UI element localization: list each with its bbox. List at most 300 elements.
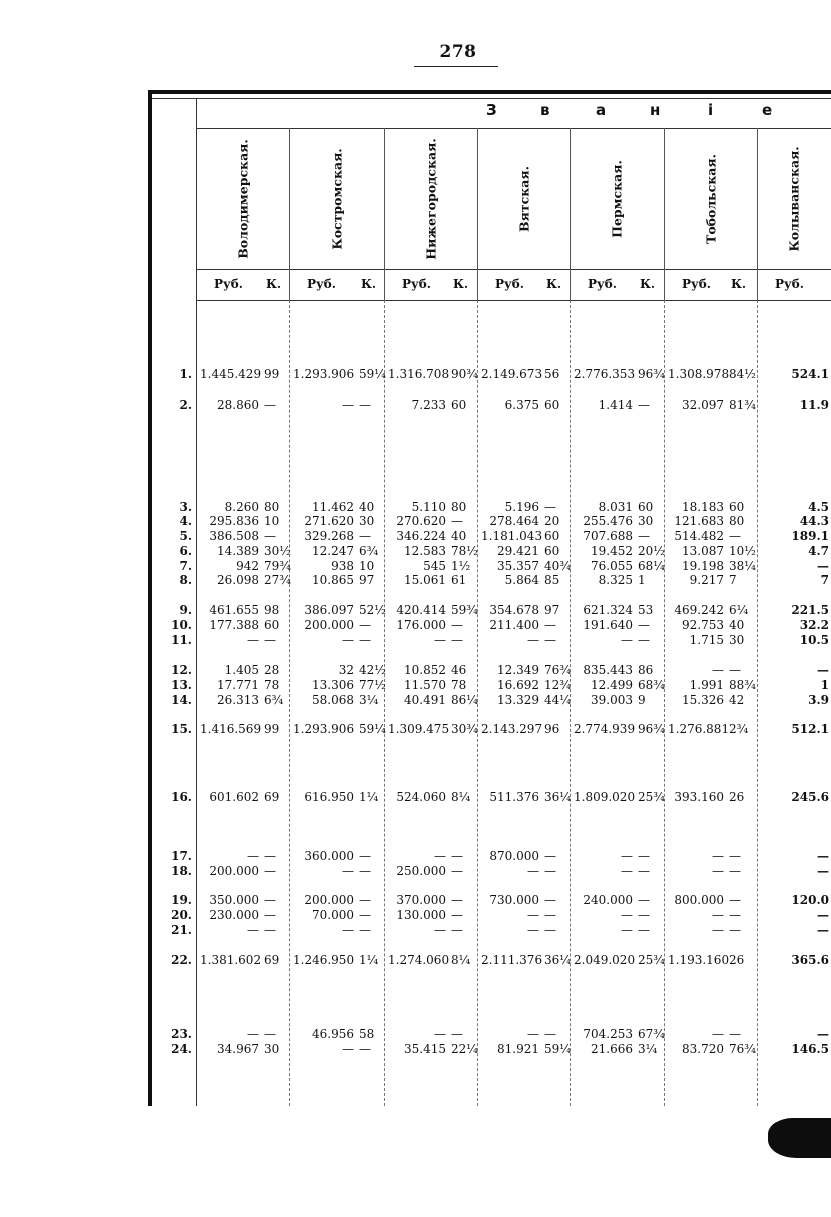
- cell-kopecks: 30: [638, 514, 654, 528]
- cell-kopecks: 84½: [729, 367, 756, 381]
- cell-rubles: —: [342, 864, 354, 878]
- cell-kopecks: —: [359, 618, 371, 632]
- cell-rubles: —: [527, 633, 539, 647]
- cell-kopecks: 77½: [359, 678, 386, 692]
- column-divider: [570, 128, 571, 300]
- row-number: 14.: [171, 693, 192, 707]
- cell-rubles: —: [817, 864, 829, 878]
- row-number: 11.: [171, 633, 192, 647]
- cell-rubles: 870.000: [489, 849, 539, 863]
- cell-kopecks: —: [544, 864, 556, 878]
- cell-kopecks: 69: [264, 790, 280, 804]
- cell-kopecks: 1: [638, 573, 646, 587]
- cell-rubles: 271.620: [304, 514, 354, 528]
- cell-rubles: —: [342, 923, 354, 937]
- unit-rub: Руб.: [588, 277, 617, 291]
- cell-kopecks: 8¼: [451, 790, 471, 804]
- cell-kopecks: 76¾: [729, 1042, 756, 1056]
- row-number: 2.: [179, 398, 192, 412]
- cell-kopecks: —: [264, 1027, 276, 1041]
- cell-rubles: 1: [820, 678, 829, 692]
- cell-rubles: 11.570: [404, 678, 446, 692]
- ink-blot: [768, 1118, 831, 1158]
- cell-kopecks: 26: [729, 790, 745, 804]
- cell-kopecks: 96: [544, 722, 560, 736]
- cell-kopecks: —: [544, 633, 556, 647]
- cell-kopecks: 59¾: [451, 603, 478, 617]
- units-rule: [196, 300, 831, 301]
- cell-rubles: 11.9: [799, 398, 829, 412]
- cell-kopecks: —: [544, 908, 556, 922]
- unit-rub: Руб.: [402, 277, 431, 291]
- row-number: 17.: [171, 849, 192, 863]
- unit-kop: К.: [731, 277, 747, 291]
- cell-kopecks: —: [729, 1027, 741, 1041]
- cell-rubles: 12.499: [591, 678, 633, 692]
- cell-rubles: —: [817, 908, 829, 922]
- cell-kopecks: —: [359, 923, 371, 937]
- cell-kopecks: —: [729, 849, 741, 863]
- cell-rubles: 221.5: [791, 603, 829, 617]
- cell-rubles: 13.329: [497, 693, 539, 707]
- unit-kop: К.: [546, 277, 562, 291]
- cell-kopecks: 42½: [359, 663, 386, 677]
- cell-rubles: 1.181.043: [481, 529, 543, 543]
- cell-kopecks: —: [638, 618, 650, 632]
- cell-rubles: 18.183: [682, 500, 724, 514]
- cell-rubles: 295.836: [209, 514, 259, 528]
- cell-kopecks: 80: [451, 500, 467, 514]
- cell-rubles: 34.967: [217, 1042, 259, 1056]
- cell-kopecks: 40¾: [544, 559, 571, 573]
- table-outer-border-left: [148, 90, 152, 1106]
- cell-kopecks: —: [729, 908, 741, 922]
- cell-kopecks: —: [638, 398, 650, 412]
- cell-rubles: 200.000: [209, 864, 259, 878]
- cell-rubles: 17.771: [217, 678, 259, 692]
- cell-rubles: 524.1: [791, 367, 829, 381]
- cell-kopecks: 60: [544, 398, 560, 412]
- cell-rubles: 177.388: [209, 618, 259, 632]
- cell-rubles: 32.2: [799, 618, 829, 632]
- cell-rubles: —: [434, 849, 446, 863]
- cell-kopecks: —: [729, 923, 741, 937]
- cell-rubles: 1.416.569: [200, 722, 262, 736]
- cell-kopecks: 3¼: [638, 1042, 658, 1056]
- cell-rubles: 2.111.376: [481, 953, 543, 967]
- cell-rubles: 270.620: [396, 514, 446, 528]
- column-divider: [664, 128, 665, 300]
- cell-kopecks: 30½: [264, 544, 291, 558]
- cell-rubles: 512.1: [791, 722, 829, 736]
- cell-rubles: —: [712, 908, 724, 922]
- cell-rubles: 545: [423, 559, 446, 573]
- unit-kop: К.: [453, 277, 469, 291]
- cell-rubles: 81.921: [497, 1042, 539, 1056]
- cell-kopecks: —: [729, 529, 741, 543]
- cell-rubles: 360.000: [304, 849, 354, 863]
- cell-kopecks: 7: [729, 573, 737, 587]
- unit-kop: К.: [640, 277, 656, 291]
- cell-kopecks: —: [638, 893, 650, 907]
- cell-rubles: 146.5: [791, 1042, 829, 1056]
- cell-rubles: 2.776.353: [574, 367, 636, 381]
- cell-rubles: 370.000: [396, 893, 446, 907]
- cell-rubles: —: [342, 398, 354, 412]
- column-header-label: Пермская.: [609, 160, 625, 238]
- column-header: [779, 129, 809, 269]
- row-number: 19.: [171, 893, 192, 907]
- cell-kopecks: 25¾: [638, 953, 665, 967]
- page-number-rule: [414, 66, 498, 67]
- cell-kopecks: —: [451, 514, 463, 528]
- cell-kopecks: 68¼: [638, 559, 665, 573]
- column-divider-body: [664, 300, 665, 1106]
- cell-rubles: 835.443: [583, 663, 633, 677]
- cell-rubles: 329.268: [304, 529, 354, 543]
- cell-kopecks: —: [544, 849, 556, 863]
- column-divider-body: [757, 300, 758, 1106]
- cell-rubles: 15.061: [404, 573, 446, 587]
- cell-rubles: —: [817, 849, 829, 863]
- row-number: 12.: [171, 663, 192, 677]
- cell-rubles: 176.000: [396, 618, 446, 632]
- cell-rubles: 1.308.978: [668, 367, 730, 381]
- cell-kopecks: 76¾: [544, 663, 571, 677]
- cell-rubles: 511.376: [489, 790, 539, 804]
- cell-kopecks: 28: [264, 663, 280, 677]
- cell-kopecks: 78½: [451, 544, 478, 558]
- cell-rubles: 12.349: [497, 663, 539, 677]
- cell-kopecks: 52½: [359, 603, 386, 617]
- cell-kopecks: 20½: [638, 544, 665, 558]
- cell-kopecks: —: [729, 663, 741, 677]
- column-header: [322, 129, 352, 269]
- cell-kopecks: 80: [264, 500, 280, 514]
- cell-rubles: 5.864: [504, 573, 539, 587]
- row-number: 8.: [179, 573, 192, 587]
- cell-kopecks: —: [544, 1027, 556, 1041]
- cell-kopecks: 90¾: [451, 367, 478, 381]
- cell-rubles: 707.688: [583, 529, 633, 543]
- cell-rubles: —: [247, 923, 259, 937]
- cell-kopecks: —: [264, 633, 276, 647]
- cell-kopecks: 1¼: [359, 790, 379, 804]
- cell-kopecks: 85: [544, 573, 560, 587]
- cell-rubles: 28.860: [217, 398, 259, 412]
- cell-rubles: 1.809.020: [574, 790, 636, 804]
- cell-kopecks: —: [359, 849, 371, 863]
- cell-kopecks: —: [264, 849, 276, 863]
- cell-kopecks: 40: [451, 529, 467, 543]
- cell-rubles: —: [621, 908, 633, 922]
- cell-rubles: —: [712, 923, 724, 937]
- header-rule: [196, 269, 831, 270]
- row-number: 4.: [179, 514, 192, 528]
- cell-kopecks: —: [544, 618, 556, 632]
- cell-rubles: 189.1: [791, 529, 829, 543]
- section-title-letter: е: [762, 101, 773, 119]
- cell-rubles: 32.097: [682, 398, 724, 412]
- cell-rubles: 11.462: [312, 500, 354, 514]
- cell-kopecks: 60: [544, 529, 560, 543]
- cell-rubles: 211.400: [489, 618, 539, 632]
- unit-rub: Руб.: [214, 277, 243, 291]
- cell-rubles: 35.415: [404, 1042, 446, 1056]
- cell-rubles: —: [342, 633, 354, 647]
- column-header-label: Нижегородская.: [423, 138, 438, 260]
- cell-rubles: —: [817, 923, 829, 937]
- cell-rubles: 942: [236, 559, 259, 573]
- table-inner-border-left: [196, 98, 197, 1106]
- cell-rubles: 12.247: [312, 544, 354, 558]
- cell-kopecks: 60: [544, 544, 560, 558]
- cell-kopecks: —: [359, 1042, 371, 1056]
- cell-kopecks: —: [264, 529, 276, 543]
- row-number: 10.: [171, 618, 192, 632]
- row-number: 9.: [179, 603, 192, 617]
- cell-kopecks: 60: [451, 398, 467, 412]
- cell-kopecks: 30: [264, 1042, 280, 1056]
- cell-kopecks: —: [264, 398, 276, 412]
- cell-rubles: 1.381.602: [200, 953, 262, 967]
- cell-rubles: —: [342, 1042, 354, 1056]
- cell-rubles: 70.000: [312, 908, 354, 922]
- cell-kopecks: 56: [544, 367, 560, 381]
- cell-rubles: 420.414: [396, 603, 446, 617]
- cell-rubles: 191.640: [583, 618, 633, 632]
- cell-rubles: 354.678: [489, 603, 539, 617]
- cell-rubles: 83.720: [682, 1042, 724, 1056]
- cell-kopecks: —: [264, 893, 276, 907]
- cell-rubles: —: [817, 559, 829, 573]
- cell-rubles: 621.324: [583, 603, 633, 617]
- column-header: [228, 129, 258, 269]
- row-number: 20.: [171, 908, 192, 922]
- cell-kopecks: 59¼: [359, 722, 386, 736]
- cell-rubles: 278.464: [489, 514, 539, 528]
- cell-rubles: 40.491: [404, 693, 446, 707]
- cell-rubles: 800.000: [674, 893, 724, 907]
- cell-rubles: —: [527, 923, 539, 937]
- row-number: 5.: [179, 529, 192, 543]
- cell-rubles: 1.414: [598, 398, 633, 412]
- cell-rubles: 8.260: [224, 500, 259, 514]
- cell-kopecks: —: [359, 908, 371, 922]
- cell-rubles: 8.031: [598, 500, 633, 514]
- cell-kopecks: —: [451, 618, 463, 632]
- cell-rubles: 616.950: [304, 790, 354, 804]
- cell-kopecks: —: [359, 633, 371, 647]
- column-divider-body: [384, 300, 385, 1106]
- cell-kopecks: —: [264, 864, 276, 878]
- unit-rub: Руб.: [495, 277, 524, 291]
- cell-rubles: 730.000: [489, 893, 539, 907]
- unit-kop: К.: [266, 277, 282, 291]
- cell-kopecks: 68¾: [638, 678, 665, 692]
- unit-rub: Руб.: [682, 277, 711, 291]
- cell-rubles: 346.224: [396, 529, 446, 543]
- cell-kopecks: 53: [638, 603, 654, 617]
- cell-kopecks: —: [544, 893, 556, 907]
- cell-kopecks: —: [451, 849, 463, 863]
- cell-kopecks: 30: [359, 514, 375, 528]
- cell-rubles: 1.316.708: [388, 367, 450, 381]
- cell-rubles: 26.313: [217, 693, 259, 707]
- cell-kopecks: 98: [264, 603, 280, 617]
- cell-kopecks: 36¼: [544, 790, 571, 804]
- cell-rubles: 6.375: [504, 398, 539, 412]
- cell-kopecks: —: [359, 529, 371, 543]
- cell-kopecks: 58: [359, 1027, 375, 1041]
- cell-rubles: 240.000: [583, 893, 633, 907]
- cell-rubles: 1.293.906: [293, 722, 355, 736]
- section-title-letter: н: [650, 101, 661, 119]
- cell-kopecks: 30¾: [451, 722, 478, 736]
- cell-rubles: —: [712, 864, 724, 878]
- cell-rubles: 2.149.673: [481, 367, 543, 381]
- cell-rubles: —: [247, 633, 259, 647]
- cell-rubles: —: [434, 923, 446, 937]
- cell-kopecks: —: [451, 1027, 463, 1041]
- cell-kopecks: 12¾: [544, 678, 571, 692]
- cell-rubles: 1.274.060: [388, 953, 450, 967]
- cell-rubles: 39.003: [591, 693, 633, 707]
- cell-rubles: —: [712, 1027, 724, 1041]
- cell-kopecks: —: [451, 864, 463, 878]
- cell-kopecks: 60: [638, 500, 654, 514]
- cell-kopecks: —: [359, 398, 371, 412]
- cell-rubles: 32: [338, 663, 354, 677]
- cell-rubles: 4.5: [808, 500, 829, 514]
- section-title-letter: З: [486, 101, 497, 119]
- cell-kopecks: 1¼: [359, 953, 379, 967]
- cell-kopecks: 38¼: [729, 559, 756, 573]
- cell-kopecks: 96¾: [638, 722, 665, 736]
- row-number: 16.: [171, 790, 192, 804]
- row-number: 13.: [171, 678, 192, 692]
- cell-rubles: 255.476: [583, 514, 633, 528]
- cell-rubles: 2.774.939: [574, 722, 636, 736]
- column-divider: [757, 128, 758, 300]
- cell-kopecks: —: [451, 893, 463, 907]
- cell-kopecks: 6¾: [264, 693, 284, 707]
- cell-rubles: 5.110: [411, 500, 446, 514]
- cell-rubles: 393.160: [674, 790, 724, 804]
- cell-kopecks: 8¼: [451, 953, 471, 967]
- cell-kopecks: 25¾: [638, 790, 665, 804]
- cell-kopecks: —: [359, 893, 371, 907]
- cell-kopecks: 79¾: [264, 559, 291, 573]
- cell-rubles: 524.060: [396, 790, 446, 804]
- section-title-letter: а: [596, 101, 607, 119]
- cell-kopecks: 36¼: [544, 953, 571, 967]
- cell-kopecks: 99: [264, 367, 280, 381]
- cell-kopecks: 81¾: [729, 398, 756, 412]
- cell-rubles: —: [712, 663, 724, 677]
- cell-rubles: 1.715: [689, 633, 724, 647]
- cell-rubles: —: [621, 864, 633, 878]
- cell-rubles: 245.6: [791, 790, 829, 804]
- section-title-letter: в: [540, 101, 550, 119]
- column-header-label: Тобольская.: [703, 154, 718, 244]
- cell-rubles: 12.583: [404, 544, 446, 558]
- cell-kopecks: 22¼: [451, 1042, 478, 1056]
- cell-kopecks: 99: [264, 722, 280, 736]
- cell-rubles: —: [527, 908, 539, 922]
- cell-rubles: 514.482: [674, 529, 724, 543]
- column-header-label: Вятская.: [516, 166, 531, 232]
- cell-rubles: 21.666: [591, 1042, 633, 1056]
- cell-rubles: 4.7: [808, 544, 829, 558]
- cell-kopecks: 6¾: [359, 544, 379, 558]
- cell-rubles: 19.198: [682, 559, 724, 573]
- cell-kopecks: —: [451, 923, 463, 937]
- cell-rubles: 76.055: [591, 559, 633, 573]
- cell-kopecks: 6¼: [729, 603, 749, 617]
- cell-rubles: 386.097: [304, 603, 354, 617]
- cell-kopecks: 60: [264, 618, 280, 632]
- cell-rubles: 10.5: [799, 633, 829, 647]
- column-header: [696, 129, 726, 269]
- cell-rubles: 2.143.297: [481, 722, 543, 736]
- column-header-label: Костромская.: [329, 148, 344, 250]
- column-header-label: Володимерская.: [235, 139, 250, 259]
- column-divider: [384, 128, 385, 300]
- cell-rubles: 120.0: [791, 893, 829, 907]
- cell-kopecks: 96¾: [638, 367, 665, 381]
- cell-rubles: —: [621, 849, 633, 863]
- cell-kopecks: —: [359, 864, 371, 878]
- cell-kopecks: —: [638, 908, 650, 922]
- cell-kopecks: 2¾: [729, 722, 749, 736]
- cell-rubles: —: [621, 923, 633, 937]
- cell-rubles: 92.753: [682, 618, 724, 632]
- cell-rubles: 13.306: [312, 678, 354, 692]
- cell-rubles: 1.991: [689, 678, 724, 692]
- cell-kopecks: 42: [729, 693, 745, 707]
- cell-kopecks: —: [264, 923, 276, 937]
- row-number: 23.: [171, 1027, 192, 1041]
- cell-rubles: 469.242: [674, 603, 724, 617]
- cell-rubles: 461.655: [209, 603, 259, 617]
- cell-rubles: 2.049.020: [574, 953, 636, 967]
- cell-kopecks: 9: [638, 693, 646, 707]
- cell-rubles: 10.852: [404, 663, 446, 677]
- cell-kopecks: —: [638, 849, 650, 863]
- column-divider-body: [289, 300, 290, 1106]
- row-number: 22.: [171, 953, 192, 967]
- cell-rubles: 29.421: [497, 544, 539, 558]
- cell-kopecks: —: [729, 893, 741, 907]
- cell-rubles: 9.217: [689, 573, 724, 587]
- cell-kopecks: 40: [359, 500, 375, 514]
- cell-kopecks: 86¼: [451, 693, 478, 707]
- cell-kopecks: 27¾: [264, 573, 291, 587]
- cell-kopecks: —: [638, 633, 650, 647]
- cell-kopecks: 10: [264, 514, 280, 528]
- unit-kop: К.: [361, 277, 377, 291]
- cell-rubles: 200.000: [304, 618, 354, 632]
- cell-kopecks: 59¼: [544, 1042, 571, 1056]
- row-number: 6.: [179, 544, 192, 558]
- cell-rubles: 350.000: [209, 893, 259, 907]
- cell-kopecks: 40: [729, 618, 745, 632]
- cell-rubles: 5.196: [504, 500, 539, 514]
- cell-rubles: 601.602: [209, 790, 259, 804]
- cell-kopecks: 20: [544, 514, 560, 528]
- unit-rub: Руб.: [775, 277, 804, 291]
